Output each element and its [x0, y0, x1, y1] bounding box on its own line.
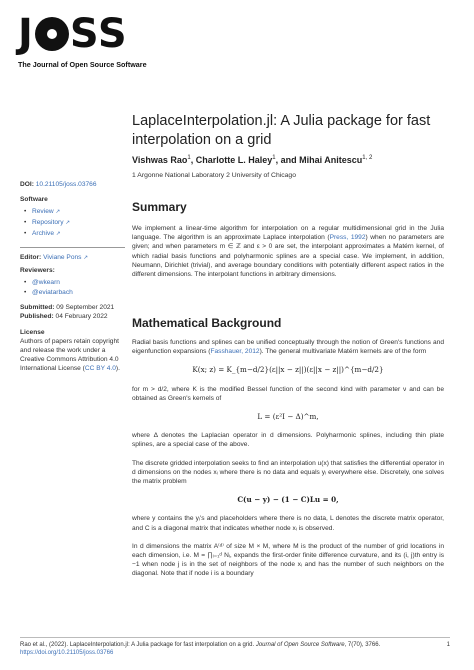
summary-section [132, 200, 444, 288]
published-line: Published: 04 February 2022 [20, 313, 108, 320]
dates [20, 303, 125, 321]
journal-name: The Journal of Open Source Software [18, 60, 147, 69]
software-heading: Software [20, 196, 48, 203]
page-number: 1 [446, 642, 450, 648]
equation-matrix-problem: C(u − y) − (1 − C)Lu = 0, [237, 495, 339, 505]
repository-link[interactable]: Repository [32, 219, 64, 226]
background-section [132, 338, 444, 588]
external-link-icon: ↗ [65, 220, 70, 226]
reviewer-link[interactable]: @wkearn [32, 279, 60, 286]
author-affil: 1, 2 [362, 155, 373, 161]
paper-title: LaplaceInterpolation.jl: A Julia package for fast interpolation on a grid [132, 113, 431, 148]
background-paragraph: In d dimensions the matrix A⁽ᵈ⁾ of size M × M, where M is the product of the number of grid locations in each dimension, i.e. M = ∏ᵢ₌₁ᵈ Nᵢ, expands the first-order finite difference curvature, and its (i, j)th entry is −1 when node j is in the set of neighbors of the node xᵢ and has the number of such neighbors on the diagonal. Note that if node i is a boundary [132, 542, 444, 578]
reviewers-heading: Reviewers: [20, 267, 55, 274]
joss-logo [18, 12, 158, 72]
external-link-icon: ↗ [83, 255, 88, 261]
submitted-line: Submitted: 09 September 2021 [20, 304, 115, 311]
archive-link[interactable]: Archive [32, 230, 54, 237]
background-paragraph: The discrete gridded interpolation seeks to find an interpolation u(x) that satisfies the differential operator in d dimensions on the nodes xᵢ where there is no data and equals yᵢ everywhere else. Discretely, one solves the matrix problem [132, 459, 444, 486]
external-link-icon: ↗ [55, 231, 61, 237]
sidebar-divider [20, 247, 125, 248]
reviewer-item [20, 288, 125, 297]
reviewer-item [20, 278, 125, 287]
journal-title: Journal of Open Source Software [255, 642, 345, 648]
summary-paragraph: We implement a linear-time algorithm for interpolation on a regular multidimensional grid in the Julia language. The algorithm is an approximate Laplace interpolation (Press, 1992) when no parameters are given; and when parameters m ∈ ℤ and ε > 0 are set, the interpolant approximates a Matérn kernel, of which radial basis functions and polyharmonic splines are a special case. We implement, in addition, Neumann, Dirichlet (trivial), and average boundary conditions with potentially different aspect ratios in the different dimensions. The interpolant functions in arbitrary dimensions. [132, 225, 445, 279]
background-paragraph: where Δ denotes the Laplacian operator in d dimensions. Polyharmonic splines, including thin plate splines, are a special case of the above. [132, 432, 444, 449]
background-paragraph: where y contains the yᵢ's and placeholders where there is no data, L denotes the discrete matrix operator, and C is a diagonal matrix that indicates whether node xᵢ is observed. [132, 515, 444, 532]
equation-matern-kernel: K(x; z) = K_{m−d/2}(ε||x − z||)(ε||x − z||)^{m−d/2} [192, 365, 384, 375]
citation-link[interactable]: Fasshauer, 2012 [210, 348, 260, 356]
doi-label: DOI: [20, 181, 34, 188]
background-heading-wrap [132, 316, 444, 340]
sidebar [20, 180, 125, 373]
footer-divider [20, 637, 450, 638]
summary-heading: Summary [132, 200, 187, 214]
joss-logo-wordmark: J SS [18, 11, 128, 57]
reviewer-link[interactable]: @eviatarbach [32, 289, 73, 296]
background-heading: Mathematical Background [132, 316, 282, 330]
footer-citation: Rao et al., (2022). LaplaceInterpolation.jl: A Julia package for fast interpolation on a grid. Journal of Open Source Software, 7(70), 3766. [20, 642, 381, 648]
footer-doi-link[interactable]: https://doi.org/10.21105/joss.03766 [20, 650, 114, 656]
author-name: Mihai Anitescu [299, 155, 363, 165]
external-link-icon: ↗ [55, 209, 61, 215]
doi-link[interactable]: 10.21105/joss.03766 [35, 181, 97, 188]
author-list: Vishwas Rao$^1$, Charlotte L. Haley$^1$, and Mihai Anitescu$^{1, 2}$ [132, 155, 373, 165]
affiliations: 1 Argonne National Laboratory 2 University of Chicago [132, 172, 296, 179]
editor-line [20, 253, 125, 263]
author-affil: 1 [187, 155, 191, 161]
logo-o-ring [35, 17, 69, 51]
author-affil: 1 [272, 155, 276, 161]
reviewer-links [20, 278, 125, 297]
doi-line [20, 180, 125, 189]
editor-label: Editor: [20, 254, 42, 261]
review-link[interactable]: Review [32, 208, 54, 215]
published-date: 04 February 2022 [55, 313, 108, 320]
footer [20, 641, 450, 657]
author-name: Vishwas Rao [132, 155, 188, 165]
software-item [20, 207, 125, 217]
equation-operator: L = (ε²I − Δ)^m, [257, 412, 319, 422]
background-paragraph: Radial basis functions and splines can be unified conceptually through the notion of Green's functions and eigenfunction expansions (Fasshauer, 2012). The general multivariate Matérn kernels are of the form [132, 339, 444, 356]
license-text: Authors of papers retain copyright and release the work under a Creative Commons Attribution 4.0 International License (CC BY 4.0). [20, 338, 120, 372]
background-paragraph: for m > d/2, where K is the modified Bessel function of the second kind with parameter ν and can be obtained as Green's kernels of [132, 385, 444, 402]
editor-link[interactable]: Viviane Pons [43, 254, 82, 261]
citation-link[interactable]: Press, 1992 [329, 234, 366, 242]
license-link[interactable]: CC BY 4.0 [84, 365, 116, 372]
software-links [20, 207, 125, 239]
software-item [20, 229, 125, 239]
license-heading: License [20, 329, 45, 336]
license [20, 328, 125, 373]
submitted-date: 09 September 2021 [56, 304, 115, 311]
author-name: Charlotte L. Haley [195, 155, 273, 165]
software-item [20, 218, 125, 228]
